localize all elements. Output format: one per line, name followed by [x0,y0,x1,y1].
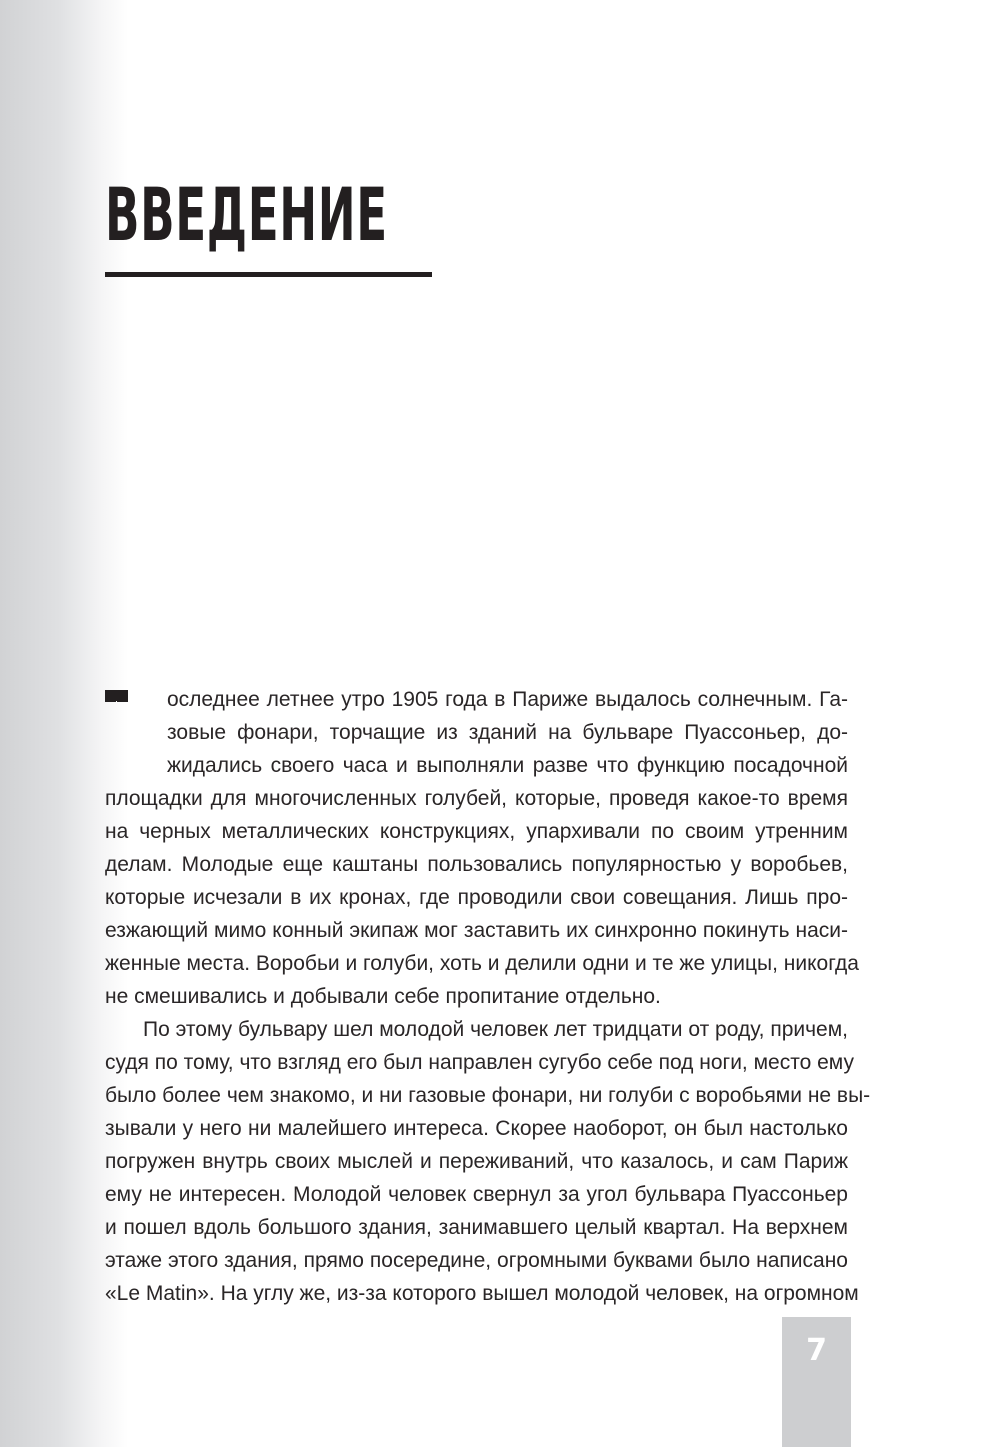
text-line: не смешивались и добывали себе пропитание отдельно. [105,985,661,1008]
title-underline-rule [105,272,432,277]
text-line: было более чем знакомо, и ни газовые фонари, ни голуби с воробьями не вы- [105,1084,871,1107]
text-line: и пошел вдоль большого здания, занимавшего целый квартал. На верхнем [105,1216,848,1239]
drop-cap [105,683,167,778]
text-line: ему не интересен. Молодой человек свернул за угол бульвара Пуассоньер [105,1183,848,1206]
chapter-title: ВВЕДЕНИЕ [105,173,388,258]
text-line: делам. Молодые еще каштаны пользовались популярностью у воробьев, [105,853,848,876]
text-line: зовые фонари, торчащие из зданий на бульваре Пуассоньер, до- [167,721,848,744]
text-line: на черных металлических конструкциях, упархивали по своим утренним [105,820,848,843]
text-line: этаже этого здания, прямо посередине, огромными буквами было написано [105,1249,848,1272]
text-line: жидались своего часа и выполняли разве что функцию посадочной [167,754,848,777]
paragraph-2 [105,1013,871,1310]
page-number-badge [782,1317,851,1447]
text-line: женные места. Воробьи и голуби, хоть и делили одни и те же улицы, никогда [105,952,859,975]
paragraph-1 [105,683,859,1013]
text-line: «Le Matin». На углу же, из-за которого вышел молодой человек, на огромном [105,1282,859,1305]
text-line: погружен внутрь своих мыслей и переживаний, что казалось, и сам Париж [105,1150,848,1173]
text-line: оследнее летнее утро 1905 года в Париже выдалось солнечным. Га- [167,688,848,711]
text-line: зывали у него ни малейшего интереса. Скорее наоборот, он был настолько [105,1117,848,1140]
page-number: 7 [806,1333,827,1368]
text-line: площадки для многочисленных голубей, которые, проведя какое-то время [105,787,848,810]
text-line: По этому бульвару шел молодой человек лет тридцати от роду, причем, [143,1018,848,1041]
text-line: езжающий мимо конный экипаж мог заставить их синхронно покинуть наси- [105,919,848,942]
drop-cap-letter [105,690,128,702]
text-line: которые исчезали в их кронах, где проводили свои совещания. Лишь про- [105,886,848,909]
body-text [105,683,871,1310]
paragraph-1-lines [105,683,859,1013]
text-line: судя по тому, что взгляд его был направлен сугубо себе под ноги, место ему [105,1051,854,1074]
paragraph-2-lines [105,1013,871,1310]
